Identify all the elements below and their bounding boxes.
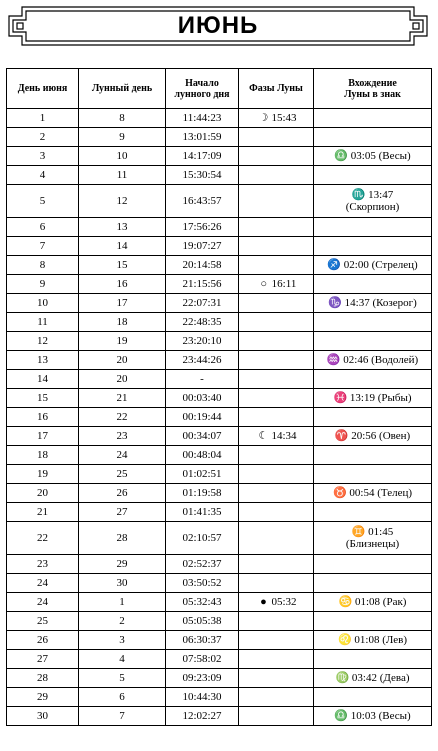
table-row bbox=[7, 631, 432, 650]
cell-start-time: 01:19:58 bbox=[166, 484, 239, 503]
cell-sign-entry: ♎ 10:03 (Весы) bbox=[314, 707, 432, 726]
cell-start-time: 10:44:30 bbox=[166, 688, 239, 707]
table-row bbox=[7, 669, 432, 688]
cell-sign-entry: ♏ 13:47 (Скорпион) bbox=[314, 185, 432, 218]
cell-start-time: 05:05:38 bbox=[166, 612, 239, 631]
cell-start-time: 17:56:26 bbox=[166, 218, 239, 237]
cell-sign-entry: ♑ 14:37 (Козерог) bbox=[314, 294, 432, 313]
cell-moon-phase bbox=[239, 427, 314, 446]
cell-moon-phase bbox=[239, 688, 314, 707]
cell-day: 21 bbox=[7, 503, 79, 522]
table-row bbox=[7, 446, 432, 465]
cell-start-time: 16:43:57 bbox=[166, 185, 239, 218]
cell-day: 22 bbox=[7, 522, 79, 555]
table-row bbox=[7, 294, 432, 313]
cell-sign-entry: ♋ 01:08 (Рак) bbox=[314, 593, 432, 612]
cell-day: 12 bbox=[7, 332, 79, 351]
cell-lunar-day: 1 bbox=[79, 593, 166, 612]
cell-day: 23 bbox=[7, 555, 79, 574]
cell-lunar-day: 22 bbox=[79, 408, 166, 427]
cell-sign-entry: ♉ 00:54 (Телец) bbox=[314, 484, 432, 503]
cell-day: 27 bbox=[7, 650, 79, 669]
cell-sign-entry: ♐ 02:00 (Стрелец) bbox=[314, 256, 432, 275]
cell-moon-phase bbox=[239, 109, 314, 128]
cell-lunar-day: 15 bbox=[79, 256, 166, 275]
cell-lunar-day: 29 bbox=[79, 555, 166, 574]
cell-moon-phase bbox=[239, 669, 314, 688]
moon-phase-time: 05:32 bbox=[271, 596, 297, 608]
cell-moon-phase bbox=[239, 185, 314, 218]
cell-start-time: 00:34:07 bbox=[166, 427, 239, 446]
cell-lunar-day: 30 bbox=[79, 574, 166, 593]
cell-start-time: 02:10:57 bbox=[166, 522, 239, 555]
cell-day: 5 bbox=[7, 185, 79, 218]
cell-lunar-day: 19 bbox=[79, 332, 166, 351]
table-row bbox=[7, 147, 432, 166]
cell-lunar-day: 16 bbox=[79, 275, 166, 294]
table-row bbox=[7, 408, 432, 427]
cell-sign-entry bbox=[314, 555, 432, 574]
table-row bbox=[7, 218, 432, 237]
cell-start-time: 19:07:27 bbox=[166, 237, 239, 256]
cell-sign-entry: ♍ 03:42 (Дева) bbox=[314, 669, 432, 688]
cell-lunar-day: 28 bbox=[79, 522, 166, 555]
cell-sign-entry: ♒ 02:46 (Водолей) bbox=[314, 351, 432, 370]
cell-start-time: 00:48:04 bbox=[166, 446, 239, 465]
table-row bbox=[7, 389, 432, 408]
cell-lunar-day: 17 bbox=[79, 294, 166, 313]
cell-start-time: 23:44:26 bbox=[166, 351, 239, 370]
cell-moon-phase bbox=[239, 593, 314, 612]
cell-lunar-day: 23 bbox=[79, 427, 166, 446]
cell-sign-entry: ♌ 01:08 (Лев) bbox=[314, 631, 432, 650]
cell-start-time: 22:48:35 bbox=[166, 313, 239, 332]
cell-moon-phase bbox=[239, 707, 314, 726]
cell-moon-phase bbox=[239, 218, 314, 237]
table-row bbox=[7, 237, 432, 256]
cell-lunar-day: 9 bbox=[79, 128, 166, 147]
cell-start-time: 09:23:09 bbox=[166, 669, 239, 688]
cell-day: 18 bbox=[7, 446, 79, 465]
header-day: День июня bbox=[7, 69, 79, 109]
cell-start-time: - bbox=[166, 370, 239, 389]
table-row bbox=[7, 351, 432, 370]
cell-sign-entry bbox=[314, 218, 432, 237]
table-header-row bbox=[7, 69, 432, 109]
cell-moon-phase bbox=[239, 332, 314, 351]
cell-day: 28 bbox=[7, 669, 79, 688]
cell-lunar-day: 11 bbox=[79, 166, 166, 185]
cell-moon-phase bbox=[239, 370, 314, 389]
cell-sign-entry bbox=[314, 465, 432, 484]
cell-day: 26 bbox=[7, 631, 79, 650]
cell-lunar-day: 14 bbox=[79, 237, 166, 256]
cell-start-time: 13:01:59 bbox=[166, 128, 239, 147]
table-row bbox=[7, 185, 432, 218]
cell-moon-phase bbox=[239, 522, 314, 555]
cell-moon-phase bbox=[239, 351, 314, 370]
table-row bbox=[7, 503, 432, 522]
table-row bbox=[7, 313, 432, 332]
cell-day: 20 bbox=[7, 484, 79, 503]
cell-start-time: 20:14:58 bbox=[166, 256, 239, 275]
cell-start-time: 02:52:37 bbox=[166, 555, 239, 574]
table-row bbox=[7, 612, 432, 631]
cell-lunar-day: 12 bbox=[79, 185, 166, 218]
cell-start-time: 21:15:56 bbox=[166, 275, 239, 294]
table-row bbox=[7, 109, 432, 128]
cell-start-time: 00:03:40 bbox=[166, 389, 239, 408]
cell-day: 8 bbox=[7, 256, 79, 275]
cell-start-time: 05:32:43 bbox=[166, 593, 239, 612]
cell-moon-phase bbox=[239, 555, 314, 574]
cell-moon-phase bbox=[239, 294, 314, 313]
cell-day: 14 bbox=[7, 370, 79, 389]
cell-moon-phase bbox=[239, 650, 314, 669]
table-row bbox=[7, 166, 432, 185]
cell-lunar-day: 24 bbox=[79, 446, 166, 465]
cell-lunar-day: 21 bbox=[79, 389, 166, 408]
cell-start-time: 00:19:44 bbox=[166, 408, 239, 427]
cell-lunar-day: 13 bbox=[79, 218, 166, 237]
cell-day: 9 bbox=[7, 275, 79, 294]
cell-day: 15 bbox=[7, 389, 79, 408]
moon-phase-time: 16:11 bbox=[271, 278, 297, 290]
cell-day: 10 bbox=[7, 294, 79, 313]
moon-phase-time: 15:43 bbox=[271, 112, 297, 124]
cell-sign-entry bbox=[314, 503, 432, 522]
cell-day: 13 bbox=[7, 351, 79, 370]
cell-start-time: 15:30:54 bbox=[166, 166, 239, 185]
cell-start-time: 01:41:35 bbox=[166, 503, 239, 522]
table-row bbox=[7, 275, 432, 294]
moon-phase-icon: ☽ bbox=[258, 112, 269, 124]
cell-sign-entry: ♎ 03:05 (Весы) bbox=[314, 147, 432, 166]
table-row bbox=[7, 427, 432, 446]
cell-lunar-day: 20 bbox=[79, 370, 166, 389]
cell-day: 1 bbox=[7, 109, 79, 128]
page-title: ИЮНЬ bbox=[177, 12, 259, 39]
cell-lunar-day: 6 bbox=[79, 688, 166, 707]
cell-sign-entry bbox=[314, 166, 432, 185]
cell-moon-phase bbox=[239, 465, 314, 484]
cell-day: 24 bbox=[7, 593, 79, 612]
cell-moon-phase bbox=[239, 166, 314, 185]
title-banner bbox=[6, 4, 430, 48]
cell-lunar-day: 8 bbox=[79, 109, 166, 128]
cell-start-time: 12:02:27 bbox=[166, 707, 239, 726]
cell-sign-entry bbox=[314, 446, 432, 465]
table-row bbox=[7, 555, 432, 574]
cell-sign-entry: ♊ 01:45 (Близнецы) bbox=[314, 522, 432, 555]
table-row bbox=[7, 650, 432, 669]
cell-sign-entry bbox=[314, 574, 432, 593]
moon-phase-icon: ○ bbox=[260, 278, 267, 290]
cell-moon-phase bbox=[239, 631, 314, 650]
cell-start-time: 14:17:09 bbox=[166, 147, 239, 166]
table-row bbox=[7, 256, 432, 275]
cell-day: 17 bbox=[7, 427, 79, 446]
moon-phase-icon: ☾ bbox=[258, 430, 269, 442]
table-row bbox=[7, 522, 432, 555]
cell-start-time: 06:30:37 bbox=[166, 631, 239, 650]
cell-moon-phase bbox=[239, 574, 314, 593]
cell-lunar-day: 10 bbox=[79, 147, 166, 166]
cell-moon-phase bbox=[239, 237, 314, 256]
table-row bbox=[7, 128, 432, 147]
header-lunar-day: Лунный день bbox=[79, 69, 166, 109]
header-moon-phase: Фазы Луны bbox=[239, 69, 314, 109]
cell-sign-entry bbox=[314, 128, 432, 147]
cell-day: 30 bbox=[7, 707, 79, 726]
cell-start-time: 03:50:52 bbox=[166, 574, 239, 593]
lunar-calendar-table bbox=[6, 68, 432, 726]
cell-day: 2 bbox=[7, 128, 79, 147]
cell-sign-entry bbox=[314, 688, 432, 707]
cell-lunar-day: 25 bbox=[79, 465, 166, 484]
cell-moon-phase bbox=[239, 503, 314, 522]
cell-moon-phase bbox=[239, 612, 314, 631]
cell-lunar-day: 4 bbox=[79, 650, 166, 669]
cell-day: 4 bbox=[7, 166, 79, 185]
cell-moon-phase bbox=[239, 389, 314, 408]
table-row bbox=[7, 484, 432, 503]
header-sign-entry: Вхождение Луны в знак bbox=[314, 69, 432, 109]
table-row bbox=[7, 707, 432, 726]
table-row bbox=[7, 370, 432, 389]
header-lunar-day-start: Начало лунного дня bbox=[166, 69, 239, 109]
cell-start-time: 01:02:51 bbox=[166, 465, 239, 484]
cell-start-time: 22:07:31 bbox=[166, 294, 239, 313]
cell-moon-phase bbox=[239, 484, 314, 503]
cell-day: 7 bbox=[7, 237, 79, 256]
moon-phase-time: 14:34 bbox=[271, 430, 297, 442]
cell-sign-entry: ♓ 13:19 (Рыбы) bbox=[314, 389, 432, 408]
cell-day: 25 bbox=[7, 612, 79, 631]
cell-sign-entry bbox=[314, 370, 432, 389]
cell-day: 29 bbox=[7, 688, 79, 707]
cell-moon-phase bbox=[239, 446, 314, 465]
cell-start-time: 11:44:23 bbox=[166, 109, 239, 128]
cell-lunar-day: 2 bbox=[79, 612, 166, 631]
cell-lunar-day: 3 bbox=[79, 631, 166, 650]
cell-moon-phase bbox=[239, 128, 314, 147]
cell-sign-entry bbox=[314, 313, 432, 332]
cell-moon-phase bbox=[239, 408, 314, 427]
cell-sign-entry bbox=[314, 408, 432, 427]
cell-lunar-day: 20 bbox=[79, 351, 166, 370]
table-row bbox=[7, 574, 432, 593]
cell-moon-phase bbox=[239, 313, 314, 332]
cell-sign-entry bbox=[314, 332, 432, 351]
table-row bbox=[7, 688, 432, 707]
cell-sign-entry bbox=[314, 109, 432, 128]
cell-day: 24 bbox=[7, 574, 79, 593]
cell-sign-entry bbox=[314, 612, 432, 631]
cell-lunar-day: 26 bbox=[79, 484, 166, 503]
cell-lunar-day: 27 bbox=[79, 503, 166, 522]
moon-phase-icon: ● bbox=[260, 596, 267, 608]
cell-day: 3 bbox=[7, 147, 79, 166]
cell-day: 16 bbox=[7, 408, 79, 427]
table-row bbox=[7, 465, 432, 484]
cell-moon-phase bbox=[239, 275, 314, 294]
cell-sign-entry: ♈ 20:56 (Овен) bbox=[314, 427, 432, 446]
cell-moon-phase bbox=[239, 147, 314, 166]
cell-sign-entry bbox=[314, 650, 432, 669]
cell-day: 19 bbox=[7, 465, 79, 484]
cell-lunar-day: 18 bbox=[79, 313, 166, 332]
table-row bbox=[7, 332, 432, 351]
cell-sign-entry bbox=[314, 275, 432, 294]
cell-moon-phase bbox=[239, 256, 314, 275]
cell-start-time: 23:20:10 bbox=[166, 332, 239, 351]
cell-sign-entry bbox=[314, 237, 432, 256]
cell-lunar-day: 7 bbox=[79, 707, 166, 726]
table-row bbox=[7, 593, 432, 612]
cell-day: 11 bbox=[7, 313, 79, 332]
cell-day: 6 bbox=[7, 218, 79, 237]
cell-lunar-day: 5 bbox=[79, 669, 166, 688]
cell-start-time: 07:58:02 bbox=[166, 650, 239, 669]
